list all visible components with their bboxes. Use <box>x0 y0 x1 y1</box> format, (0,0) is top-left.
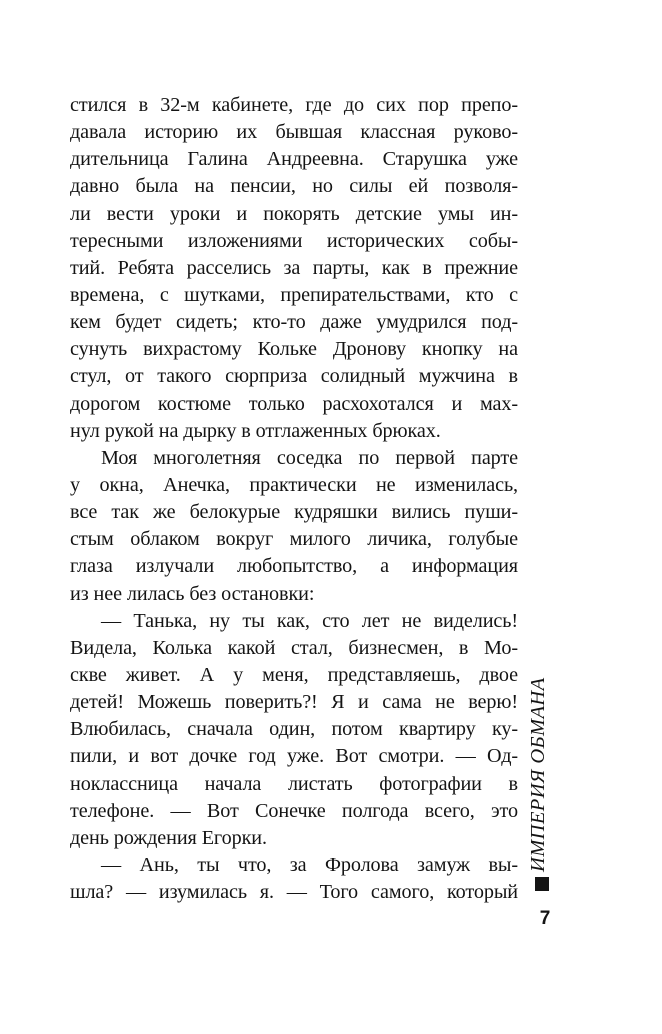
text-line: дорогом костюме только расхохотался и мах- <box>70 392 518 415</box>
text-line: кем будет сидеть; кто-то даже умудрился под- <box>70 311 518 334</box>
text-line: детей! Можешь поверить?! Я и сама не верю! <box>70 691 518 714</box>
text-line: ли вести уроки и покорять детские умы ин- <box>70 202 518 225</box>
text-line: Влюбилась, сначала один, потом квартиру ку- <box>70 718 518 741</box>
paragraph-3 <box>70 608 518 852</box>
body-text <box>70 92 518 906</box>
text-line: дительница Галина Андреевна. Старушка уже <box>70 148 518 171</box>
square-marker-icon <box>535 877 549 891</box>
text-line: Видела, Колька какой стал, бизнесмен, в Мо- <box>70 636 518 659</box>
text-line: — Ань, ты что, за Фролова замуж вы- <box>101 853 518 876</box>
text-line: ноклассница начала листать фотографии в <box>70 772 518 795</box>
text-line: стился в 32-м кабинете, где до сих пор препо- <box>70 94 518 116</box>
text-line: глаза излучали любопытство, а информация <box>70 555 518 578</box>
text-line: стул, от такого сюрприза солидный мужчина в <box>70 365 518 388</box>
text-line: давно была на пенсии, но силы ей позволя- <box>70 175 518 198</box>
running-title: ИМПЕРИЯ ОБМАНА <box>527 677 549 872</box>
text-line: день рождения Егорки. <box>70 826 267 849</box>
paragraph-2 <box>70 445 518 608</box>
text-line: все так же белокурые кудряшки вились пуши- <box>70 501 518 524</box>
paragraph-4 <box>70 852 518 906</box>
page-number: 7 <box>539 908 551 929</box>
text-line: нул рукой на дырку в отглаженных брюках. <box>70 419 441 442</box>
paragraph-1 <box>70 92 518 445</box>
text-line: давала историю их бывшая классная руково- <box>70 121 518 144</box>
text-line: телефоне. — Вот Сонечке полгода всего, это <box>70 799 518 822</box>
text-line: из нее лилась без остановки: <box>70 582 315 605</box>
text-line: времена, с шутками, препирательствами, кто с <box>70 283 518 306</box>
text-line: пили, и вот дочке год уже. Вот смотри. — Од- <box>70 745 518 768</box>
text-line: сунуть вихрастому Кольке Дронову кнопку на <box>70 338 518 361</box>
text-line: стым облаком вокруг милого личика, голубые <box>70 528 518 551</box>
text-line: тий. Ребята расселись за парты, как в прежние <box>70 256 518 279</box>
text-line: шла? — изумилась я. — Того самого, который <box>70 881 518 904</box>
text-line: Моя многолетняя соседка по первой парте <box>101 446 518 469</box>
text-line: тересными изложениями исторических собы- <box>70 229 518 252</box>
text-line: скве живет. А у меня, представляешь, двое <box>70 663 518 686</box>
text-line: у окна, Анечка, практически не изменилась, <box>70 473 518 496</box>
text-line: — Танька, ну ты как, сто лет не виделись! <box>101 609 518 632</box>
